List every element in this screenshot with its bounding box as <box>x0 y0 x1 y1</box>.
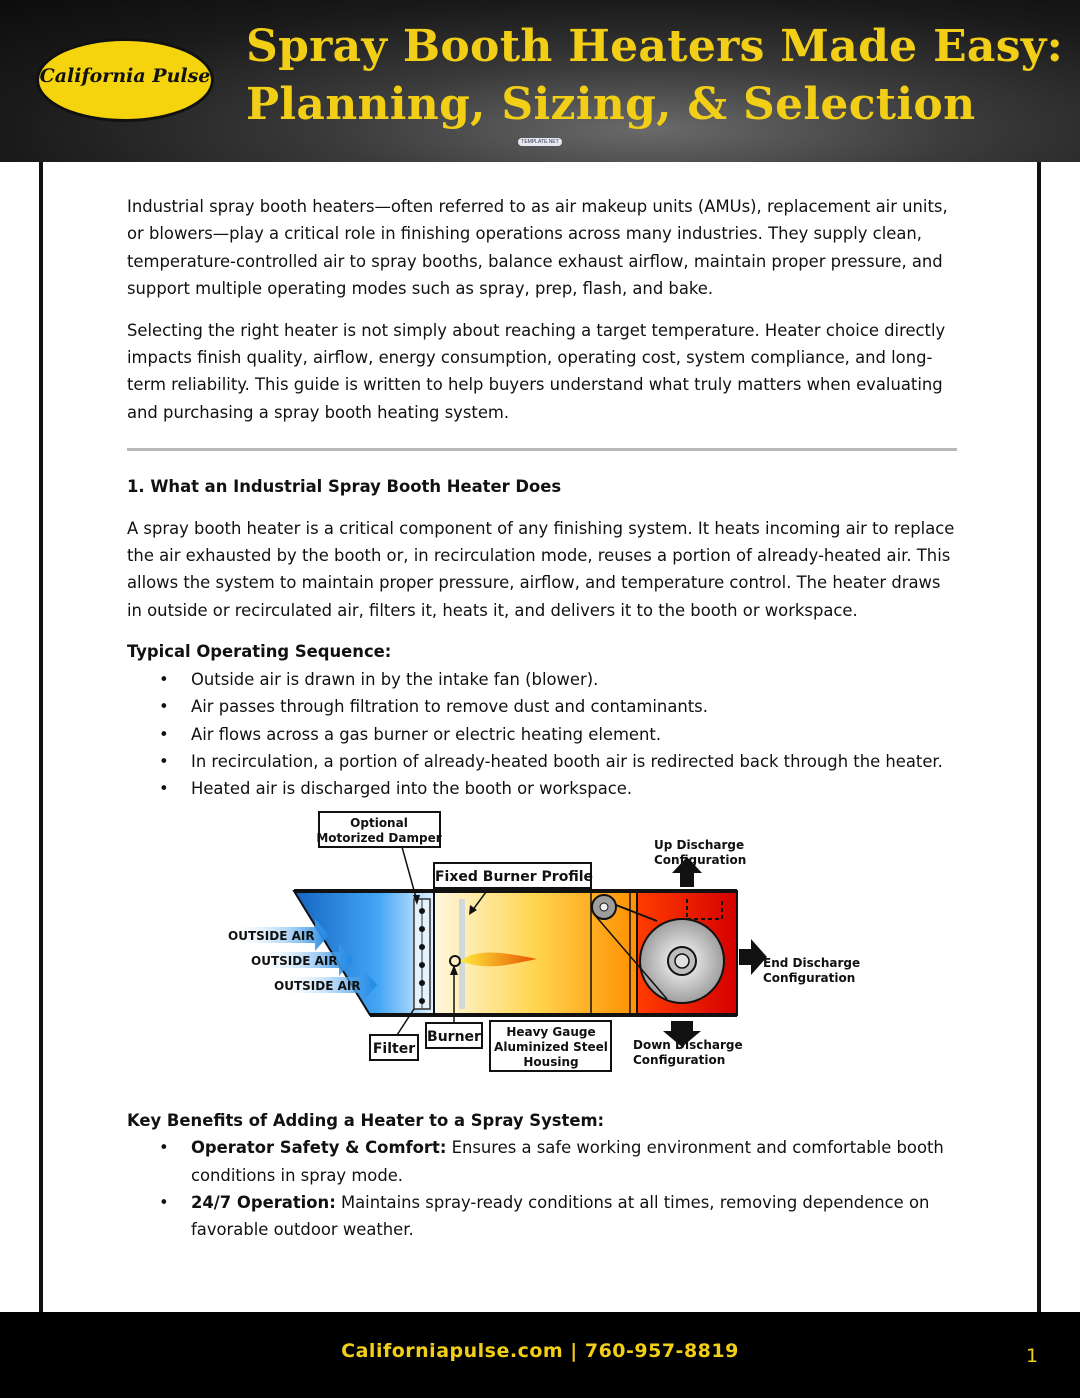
logo-text: California Pulse <box>39 65 211 87</box>
end-discharge-label-line-2: Configuration <box>763 970 856 985</box>
title-line-2: Planning, Sizing, & Selection <box>246 79 976 130</box>
up-discharge-label-line-1: Up Discharge <box>654 837 745 852</box>
list-item: • Air passes through filtration to remove dust and contaminants. <box>191 693 957 720</box>
housing-label-line-1: Heavy Gauge <box>506 1024 596 1039</box>
housing-label-line-2: Aluminized Steel <box>494 1039 608 1054</box>
burner-profile-label: Fixed Burner Profile <box>434 868 594 885</box>
benefit-label: Operator Safety & Comfort: <box>191 1138 447 1158</box>
california-pulse-logo <box>36 38 214 122</box>
sequence-list <box>127 666 957 803</box>
list-item: • Outside air is drawn in by the intake fan (blower). <box>191 666 957 693</box>
list-item: • Air flows across a gas burner or electric heating element. <box>191 721 957 748</box>
benefit-label: 24/7 Operation: <box>191 1192 336 1212</box>
list-item: • In recirculation, a portion of already-heated booth air is redirected back through the heater. <box>191 748 957 775</box>
footer-contact: Californiapulse.com | 760-957-8819 <box>341 1340 739 1362</box>
heater-diagram <box>127 809 957 1077</box>
up-discharge-label-line-2: Configuration <box>654 852 747 867</box>
right-border <box>1037 162 1041 1312</box>
title-line-1: Spray Booth Heaters Made Easy: <box>246 21 1064 72</box>
section-1-heading: 1. What an Industrial Spray Booth Heater Does <box>127 477 562 497</box>
end-discharge-label-line-1: End Discharge <box>763 955 861 970</box>
down-discharge-label-line-1: Down Discharge <box>633 1037 743 1052</box>
damper-label-line-2: Motorized Damper <box>316 830 442 845</box>
benefits-list <box>127 1134 957 1244</box>
outside-air-label-3: OUTSIDE AIR <box>274 978 361 993</box>
housing-label-line-3: Housing <box>523 1054 579 1069</box>
filter-label: Filter <box>372 1040 416 1057</box>
outside-air-label-1: OUTSIDE AIR <box>228 928 315 943</box>
template-badge: TEMPLATE.NET <box>518 138 562 146</box>
document-body <box>127 193 957 1244</box>
damper-label-line-1: Optional <box>350 815 408 830</box>
page-footer <box>0 1312 1080 1398</box>
outside-air-label-2: OUTSIDE AIR <box>251 953 338 968</box>
document-title <box>246 18 1063 134</box>
heater-diagram-svg <box>127 809 957 1077</box>
left-border <box>39 162 43 1312</box>
list-item <box>191 1134 957 1189</box>
page-number: 1 <box>1026 1345 1039 1367</box>
down-discharge-label-line-2: Configuration <box>633 1052 726 1067</box>
intro-paragraph-1: Industrial spray booth heaters—often referred to as air makeup units (AMUs), replacement air units, or blowers—play a critical role in finishing operations across many industries. They supply clean, temperature-controlled air to spray booths, balance exhaust airflow, maintain proper pressure, and support multiple operating modes such as spray, prep, flash, and bake. <box>127 197 948 299</box>
page-header <box>0 0 1080 162</box>
list-item <box>191 1189 957 1244</box>
burner-label: Burner <box>427 1028 481 1045</box>
section-1-body: A spray booth heater is a critical component of any finishing system. It heats incoming air to replace the air exhausted by the booth or, in recirculation mode, reuses a portion of already-heated air. This allows the system to maintain proper pressure, airflow, and temperature control. The heater draws in outside or recirculated air, filters it, heats it, and delivers it to the booth or workspace. <box>127 518 955 620</box>
intro-paragraph-2: Selecting the right heater is not simply about reaching a target temperature. Heater choice directly impacts finish quality, airflow, energy consumption, operating cost, system compliance, and long-term reliability. This guide is written to help buyers understand what truly matters when evaluating and purchasing a spray booth heating system. <box>127 320 946 422</box>
benefits-heading: Key Benefits of Adding a Heater to a Spray System: <box>127 1110 605 1130</box>
sequence-heading: Typical Operating Sequence: <box>127 642 392 662</box>
section-divider <box>127 448 957 451</box>
benefit-text: Ensures a safe working environment and comfortable booth conditions in spray mode. <box>191 1138 944 1185</box>
list-item: • Heated air is discharged into the booth or workspace. <box>191 775 957 802</box>
benefit-text: Maintains spray-ready conditions at all times, removing dependence on favorable outdoor weather. <box>191 1192 930 1240</box>
